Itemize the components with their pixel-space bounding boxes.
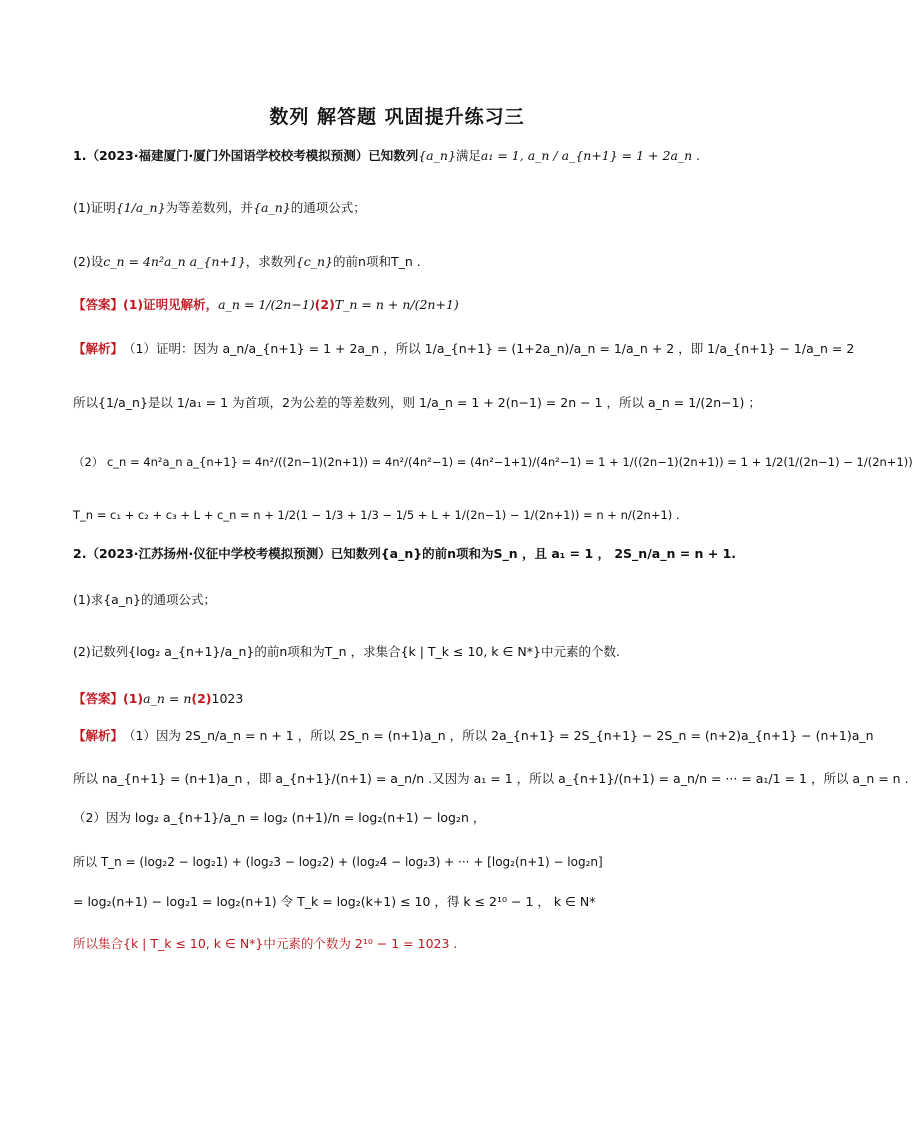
q1-part1	[73, 202, 366, 215]
q1-answer-text1: (1)证明见解析，	[123, 297, 219, 312]
q2-analysis-line1	[73, 730, 874, 743]
q1-part2-prefix: (2)设	[73, 254, 104, 269]
q1-answer-label: 【答案】	[73, 297, 124, 312]
q2-answer-num: 1023	[211, 691, 244, 706]
q2-analysis-line4: 所以 T_n = (log₂2 − log₂1) + (log₂3 − log₂2) + (log₂4 − log₂3) + ··· + [log₂(n+1) − log₂n]	[73, 855, 603, 869]
q1-analysis-line4: T_n = c₁ + c₂ + c₃ + L + c_n = n + 1/2(1 − 1/3 + 1/3 − 1/5 + L + 1/(2n−1) − 1/(2n+1)) = n + n/(2n+1) .	[73, 508, 680, 522]
q1-answer-a: a_n = 1/(2n−1)	[218, 297, 315, 312]
q1-analysis-line1	[73, 343, 854, 356]
q1-stem	[73, 150, 700, 163]
q1-stem-prefix: 1.（2023·福建厦门·厦门外国语学校校考模拟预测）已知数列	[73, 148, 419, 163]
page-title: 数列 解答题 巩固提升练习三	[269, 106, 525, 128]
q2-answer-text2: (2)	[191, 691, 212, 706]
q1-part1-prefix: (1)证明	[73, 200, 116, 215]
q2-analysis-line3: （2）因为 log₂ a_{n+1}/a_n = log₂ (n+1)/n = log₂(n+1) − log₂n ，	[73, 810, 486, 825]
q2-answer	[73, 693, 243, 706]
q2-answer-a: a_n = n	[143, 691, 192, 706]
q2-part2: (2)记数列{log₂ a_{n+1}/a_n}的前n项和为T_n ，求集合{k | T_k ≤ 10, k ∈ N*}中元素的个数.	[73, 644, 620, 659]
q2-analysis-text1: （1）因为 2S_n/a_n = n + 1 ，所以 2S_n = (n+1)a_n ，所以 2a_{n+1} = 2S_{n+1} − 2S_n = (n+2)a_{n+1} − (n+1)a_n	[123, 728, 874, 743]
q2-stem-text: 2.（2023·江苏扬州·仪征中学校考模拟预测）已知数列{a_n}的前n项和为S_n ，且 a₁ = 1 ， 2S_n/a_n = n + 1.	[73, 546, 737, 561]
q1-analysis-text1: （1）证明：因为 a_n/a_{n+1} = 1 + 2a_n ，所以 1/a_{n+1} = (1+2a_n)/a_n = 1/a_n + 2 ，即 1/a_{n+1} − 1/a_n = 2	[123, 341, 855, 356]
q1-part1-seq: {a_n}	[253, 200, 291, 215]
q1-part1-mid: 为等差数列，并	[165, 200, 254, 215]
q1-stem-seq: {a_n}	[418, 148, 456, 163]
q1-part1-expr: {1/a_n}	[115, 200, 166, 215]
q2-answer-label: 【答案】	[73, 691, 124, 706]
q1-part1-suffix: 的通项公式；	[290, 200, 366, 215]
q1-part2-mid: ，求数列	[245, 254, 296, 269]
q1-part2-suffix: 的前n项和T_n .	[333, 254, 421, 269]
q1-analysis-label: 【解析】	[73, 341, 124, 356]
q2-answer-text1: (1)	[123, 691, 144, 706]
q1-stem-mid: 满足	[455, 148, 481, 163]
q2-stem	[73, 548, 736, 561]
q1-answer	[73, 299, 459, 312]
q1-analysis-line2: 所以{1/a_n}是以 1/a₁ = 1 为首项，2为公差的等差数列，则 1/a_n = 1 + 2(n−1) = 2n − 1 ，所以 a_n = 1/(2n−1) ；	[73, 395, 761, 410]
q2-part1: (1)求{a_n}的通项公式；	[73, 592, 216, 607]
q2-analysis-label: 【解析】	[73, 728, 124, 743]
q2-analysis-line6: 所以集合{k | T_k ≤ 10, k ∈ N*}中元素的个数为 2¹⁰ − 1 = 1023 .	[73, 936, 458, 951]
q1-answer-text2: (2)	[314, 297, 335, 312]
q1-part2-def: c_n = 4n²a_n a_{n+1}	[103, 254, 246, 269]
q1-analysis-line3: （2） c_n = 4n²a_n a_{n+1} = 4n²/((2n−1)(2n+1)) = 4n²/(4n²−1) = (4n²−1+1)/(4n²−1) = 1 + 1/((2n−1)(2n+1)) = 1 + 1/2(1/(2n−1) − 1/(2n+1))	[73, 455, 913, 469]
q2-analysis-line2: 所以 na_{n+1} = (n+1)a_n ，即 a_{n+1}/(n+1) = a_n/n .又因为 a₁ = 1 ，所以 a_{n+1}/(n+1) = a_n/n = ··· = a₁/1 = 1 ，所以 a_n = n .	[73, 771, 909, 786]
q1-stem-cond: a₁ = 1, a_n / a_{n+1} = 1 + 2a_n .	[480, 148, 701, 163]
q2-analysis-line5: = log₂(n+1) − log₂1 = log₂(n+1) 令 T_k = log₂(k+1) ≤ 10 ，得 k ≤ 2¹⁰ − 1 ， k ∈ N*	[73, 894, 596, 909]
q1-part2	[73, 256, 421, 269]
q1-part2-seq: {c_n}	[295, 254, 334, 269]
q1-answer-t: T_n = n + n/(2n+1)	[334, 297, 459, 312]
